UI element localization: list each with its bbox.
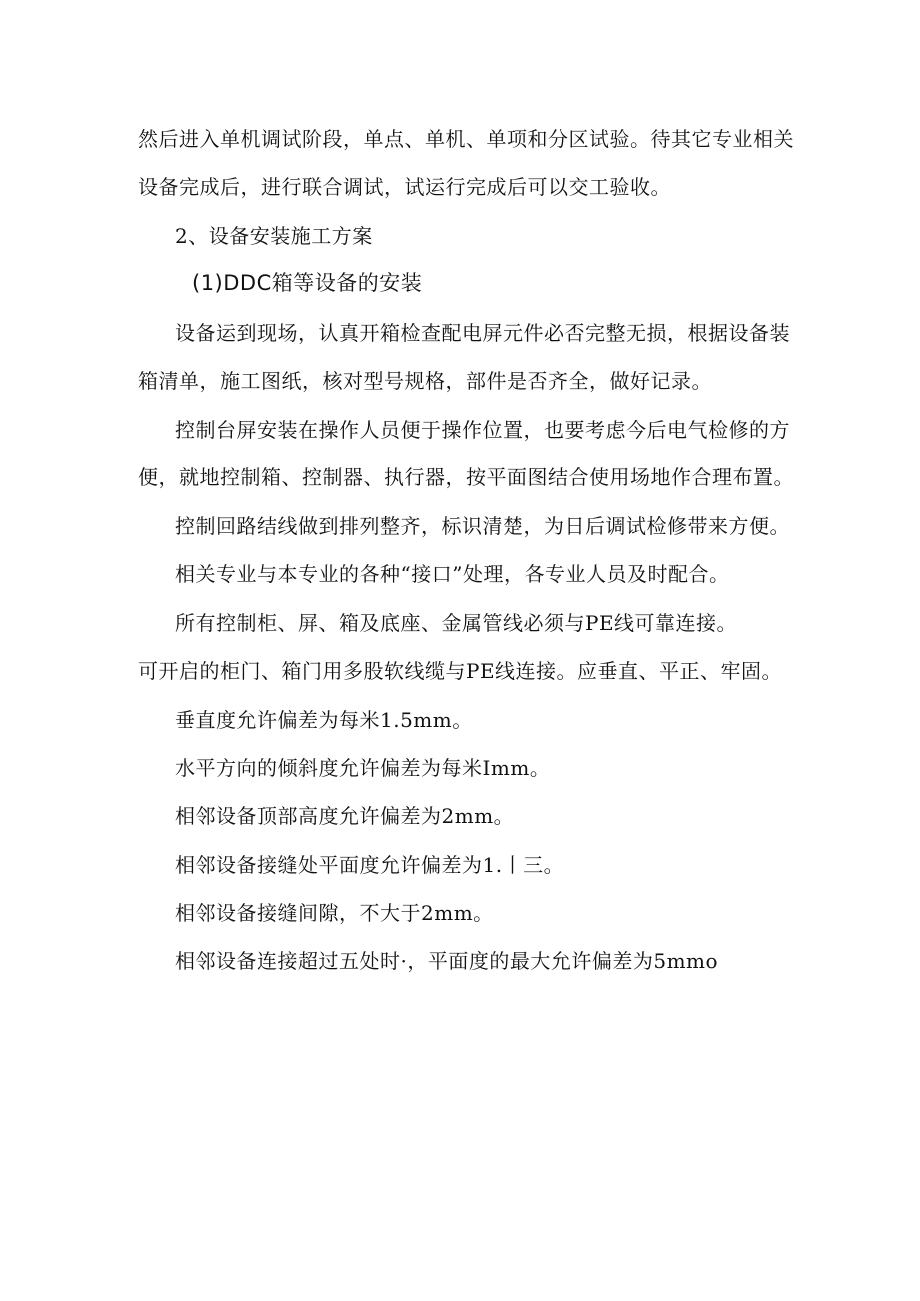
para2-line-2: 便，就地控制箱、控制器、执行器，按平面图结合使用场地作合理布置。 [138, 465, 794, 489]
para5-line-1: 所有控制柜、屏、箱及底座、金属管线必须与PE线可靠连接。 [175, 611, 738, 635]
tolerance-vertical: 垂直度允许偏差为每米1.5mm。 [175, 708, 473, 732]
para4: 相关专业与本专业的各种“接口”处理，各专业人员及时配合。 [175, 562, 730, 586]
para1-line-1: 设备运到现场，认真开箱检查配电屏元件必否完整无损，根据设备装 [175, 321, 790, 345]
intro-line-1: 然后进入单机调试阶段，单点、单机、单项和分区试验。待其它专业相关 [138, 127, 794, 151]
tolerance-max-flatness: 相邻设备连接超过五处时·，平面度的最大允许偏差为5mmo [175, 949, 719, 973]
tolerance-seam-gap: 相邻设备接缝间隙，不大于2mm。 [175, 901, 494, 925]
para3: 控制回路结线做到排列整齐，标识清楚，为日后调试检修带来方便。 [175, 514, 790, 538]
intro-line-2: 设备完成后，进行联合调试，试运行完成后可以交工验收。 [138, 175, 671, 199]
tolerance-seam-flatness: 相邻设备接缝处平面度允许偏差为1.丨三。 [175, 853, 565, 877]
para2-line-1: 控制台屏安装在操作人员便于操作位置，也要考虑今后电气检修的方 [175, 418, 790, 442]
tolerance-horizontal: 水平方向的倾斜度允许偏差为每米Imm。 [175, 756, 551, 780]
section-heading: 2、设备安装施工方案 [175, 224, 373, 248]
subsection-heading: (1)DDC箱等设备的安装 [192, 271, 423, 295]
para5-line-2: 可开启的柜门、箱门用多股软线缆与PE线连接。应垂直、平正、牢固。 [138, 659, 783, 683]
tolerance-top-height: 相邻设备顶部高度允许偏差为2mm。 [175, 804, 515, 828]
para1-line-2: 箱清单，施工图纸，核对型号规格，部件是否齐全，做好记录。 [138, 369, 712, 393]
